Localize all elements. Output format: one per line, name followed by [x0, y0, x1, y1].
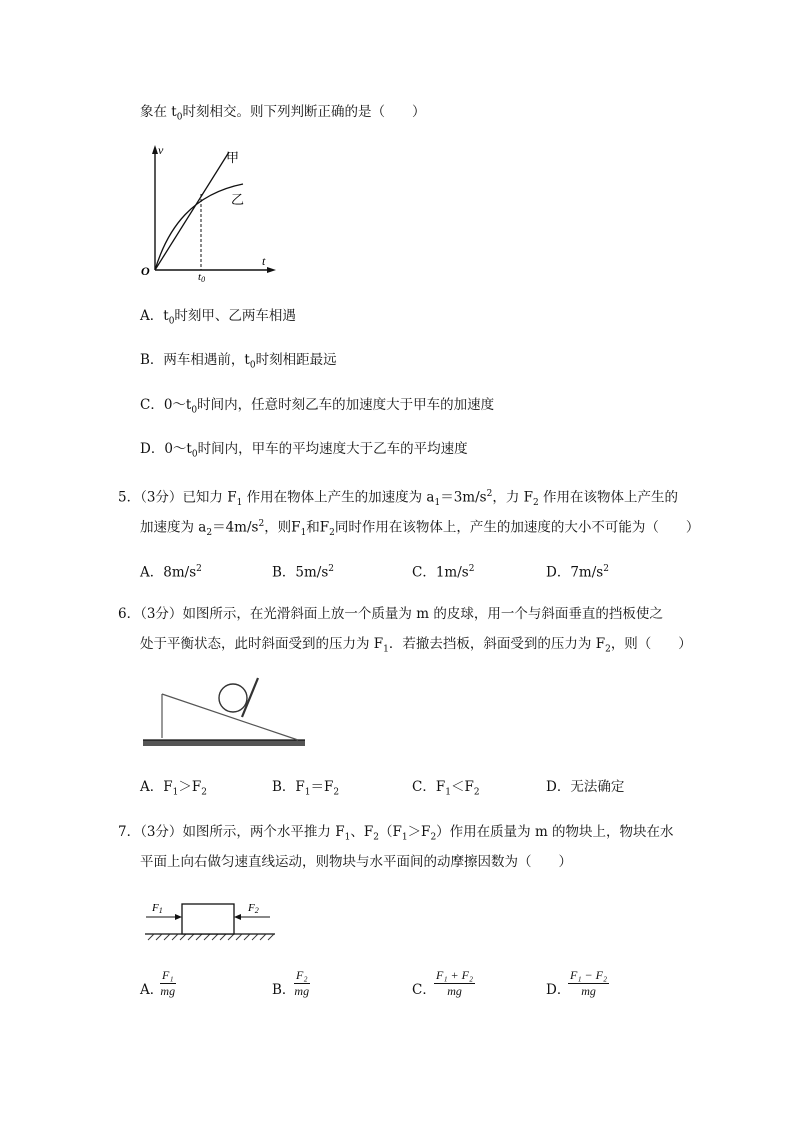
q6-option-c[interactable]: C．$F_1<F_2$	[412, 779, 480, 798]
t0-label: t0	[198, 271, 206, 284]
q7-option-d-fraction[interactable]: $\frac{\text{F₁ − F₂}}{mg}$	[570, 968, 608, 998]
q7-option-c-letter[interactable]: C．	[412, 982, 436, 998]
q5-option-d[interactable]: D．$7m/s^2$	[546, 564, 609, 581]
x-axis-label: t	[262, 254, 266, 268]
q7-option-b-fraction[interactable]: $\frac{\text{F₂}}{mg}$	[294, 968, 310, 998]
origin-label: O	[141, 264, 150, 278]
q6-option-d[interactable]: D．无法确定	[546, 779, 625, 795]
q7-stem-line1: 7．（3分）如图所示，两个水平推力 $F_1$、$F_2(F_1>F_2)$作用在质量为 m 的物块上，物块在水	[118, 824, 674, 843]
q6-stem-line2: 处于平衡状态，此时斜面受到的压力为 $F_1$．若撤去挡板，斜面受到的压力为 $F_2$，则（ ）	[140, 636, 692, 655]
q6-incline-figure	[138, 672, 308, 752]
q7-option-b-letter[interactable]: B．	[272, 982, 296, 998]
q6-option-b[interactable]: B．$F_1=F_2$	[272, 779, 340, 798]
q6-option-a[interactable]: A．$F_1>F_2$	[140, 779, 207, 798]
f1-label: F1	[152, 902, 163, 915]
y-axis-label: v	[158, 143, 164, 157]
q6-stem-line1: 6．（3分）如图所示，在光滑斜面上放一个质量为 m 的皮球，用一个与斜面垂直的挡板使之	[118, 606, 663, 622]
q4-vt-graph	[138, 142, 278, 282]
q7-block-figure	[140, 896, 280, 946]
q7-stem-line2: 平面上向右做匀速直线运动，则物块与水平面间的动摩擦因数为（ ）	[140, 854, 572, 870]
curve-jia-line	[155, 152, 229, 270]
q5-option-c[interactable]: C．$1m/s^2$	[412, 564, 475, 581]
q4-option-a[interactable]: A．$t_0$时刻甲、乙两车相遇	[140, 308, 296, 327]
q5-option-a[interactable]: A．$8m/s^2$	[140, 564, 202, 581]
curve-yi-line	[155, 184, 243, 270]
jia-label: 甲	[226, 151, 240, 166]
q7-option-a-letter[interactable]: A．	[140, 982, 164, 998]
ground-bar	[143, 740, 305, 746]
q7-option-c-fraction[interactable]: $\frac{\text{F₁ + F₂}}{mg}$	[436, 968, 474, 998]
q7-option-a-fraction[interactable]: $\frac{\text{F₁}}{mg}$	[160, 968, 176, 998]
f2-label: F2	[248, 902, 259, 915]
yi-label: 乙	[231, 193, 245, 208]
q5-stem-line1: 5．（3分）已知力 $F_1$ 作用在物体上产生的加速度为 $a_1=3m/s^2$，力 $F_2$ 作用在该物体上产生的	[118, 489, 679, 509]
q4-option-c[interactable]: C．$0\sim t_0$时间内，任意时刻乙车的加速度大于甲车的加速度	[140, 397, 495, 416]
q5-stem-line2: 加速度为 $a_2=4m/s^2$，则$F_1$和$F_2$同时作用在该物体上，产生的加速度的大小不可能为（ ）	[140, 519, 700, 539]
block-shape	[182, 904, 234, 934]
q7-option-d-letter[interactable]: D．	[546, 982, 571, 998]
q4-option-d[interactable]: D．$0\sim t_0$时间内，甲车的平均速度大于乙车的平均速度	[140, 441, 468, 460]
q4-stem-tail: 象在 $t_0$时刻相交。则下列判断正确的是（ ）	[140, 104, 426, 123]
ball-shape	[219, 684, 247, 712]
q5-option-b[interactable]: B．$5m/s^2$	[272, 564, 335, 581]
q4-option-b[interactable]: B．两车相遇前，$t_0$时刻相距最远	[140, 352, 337, 371]
baffle-board	[242, 678, 258, 717]
